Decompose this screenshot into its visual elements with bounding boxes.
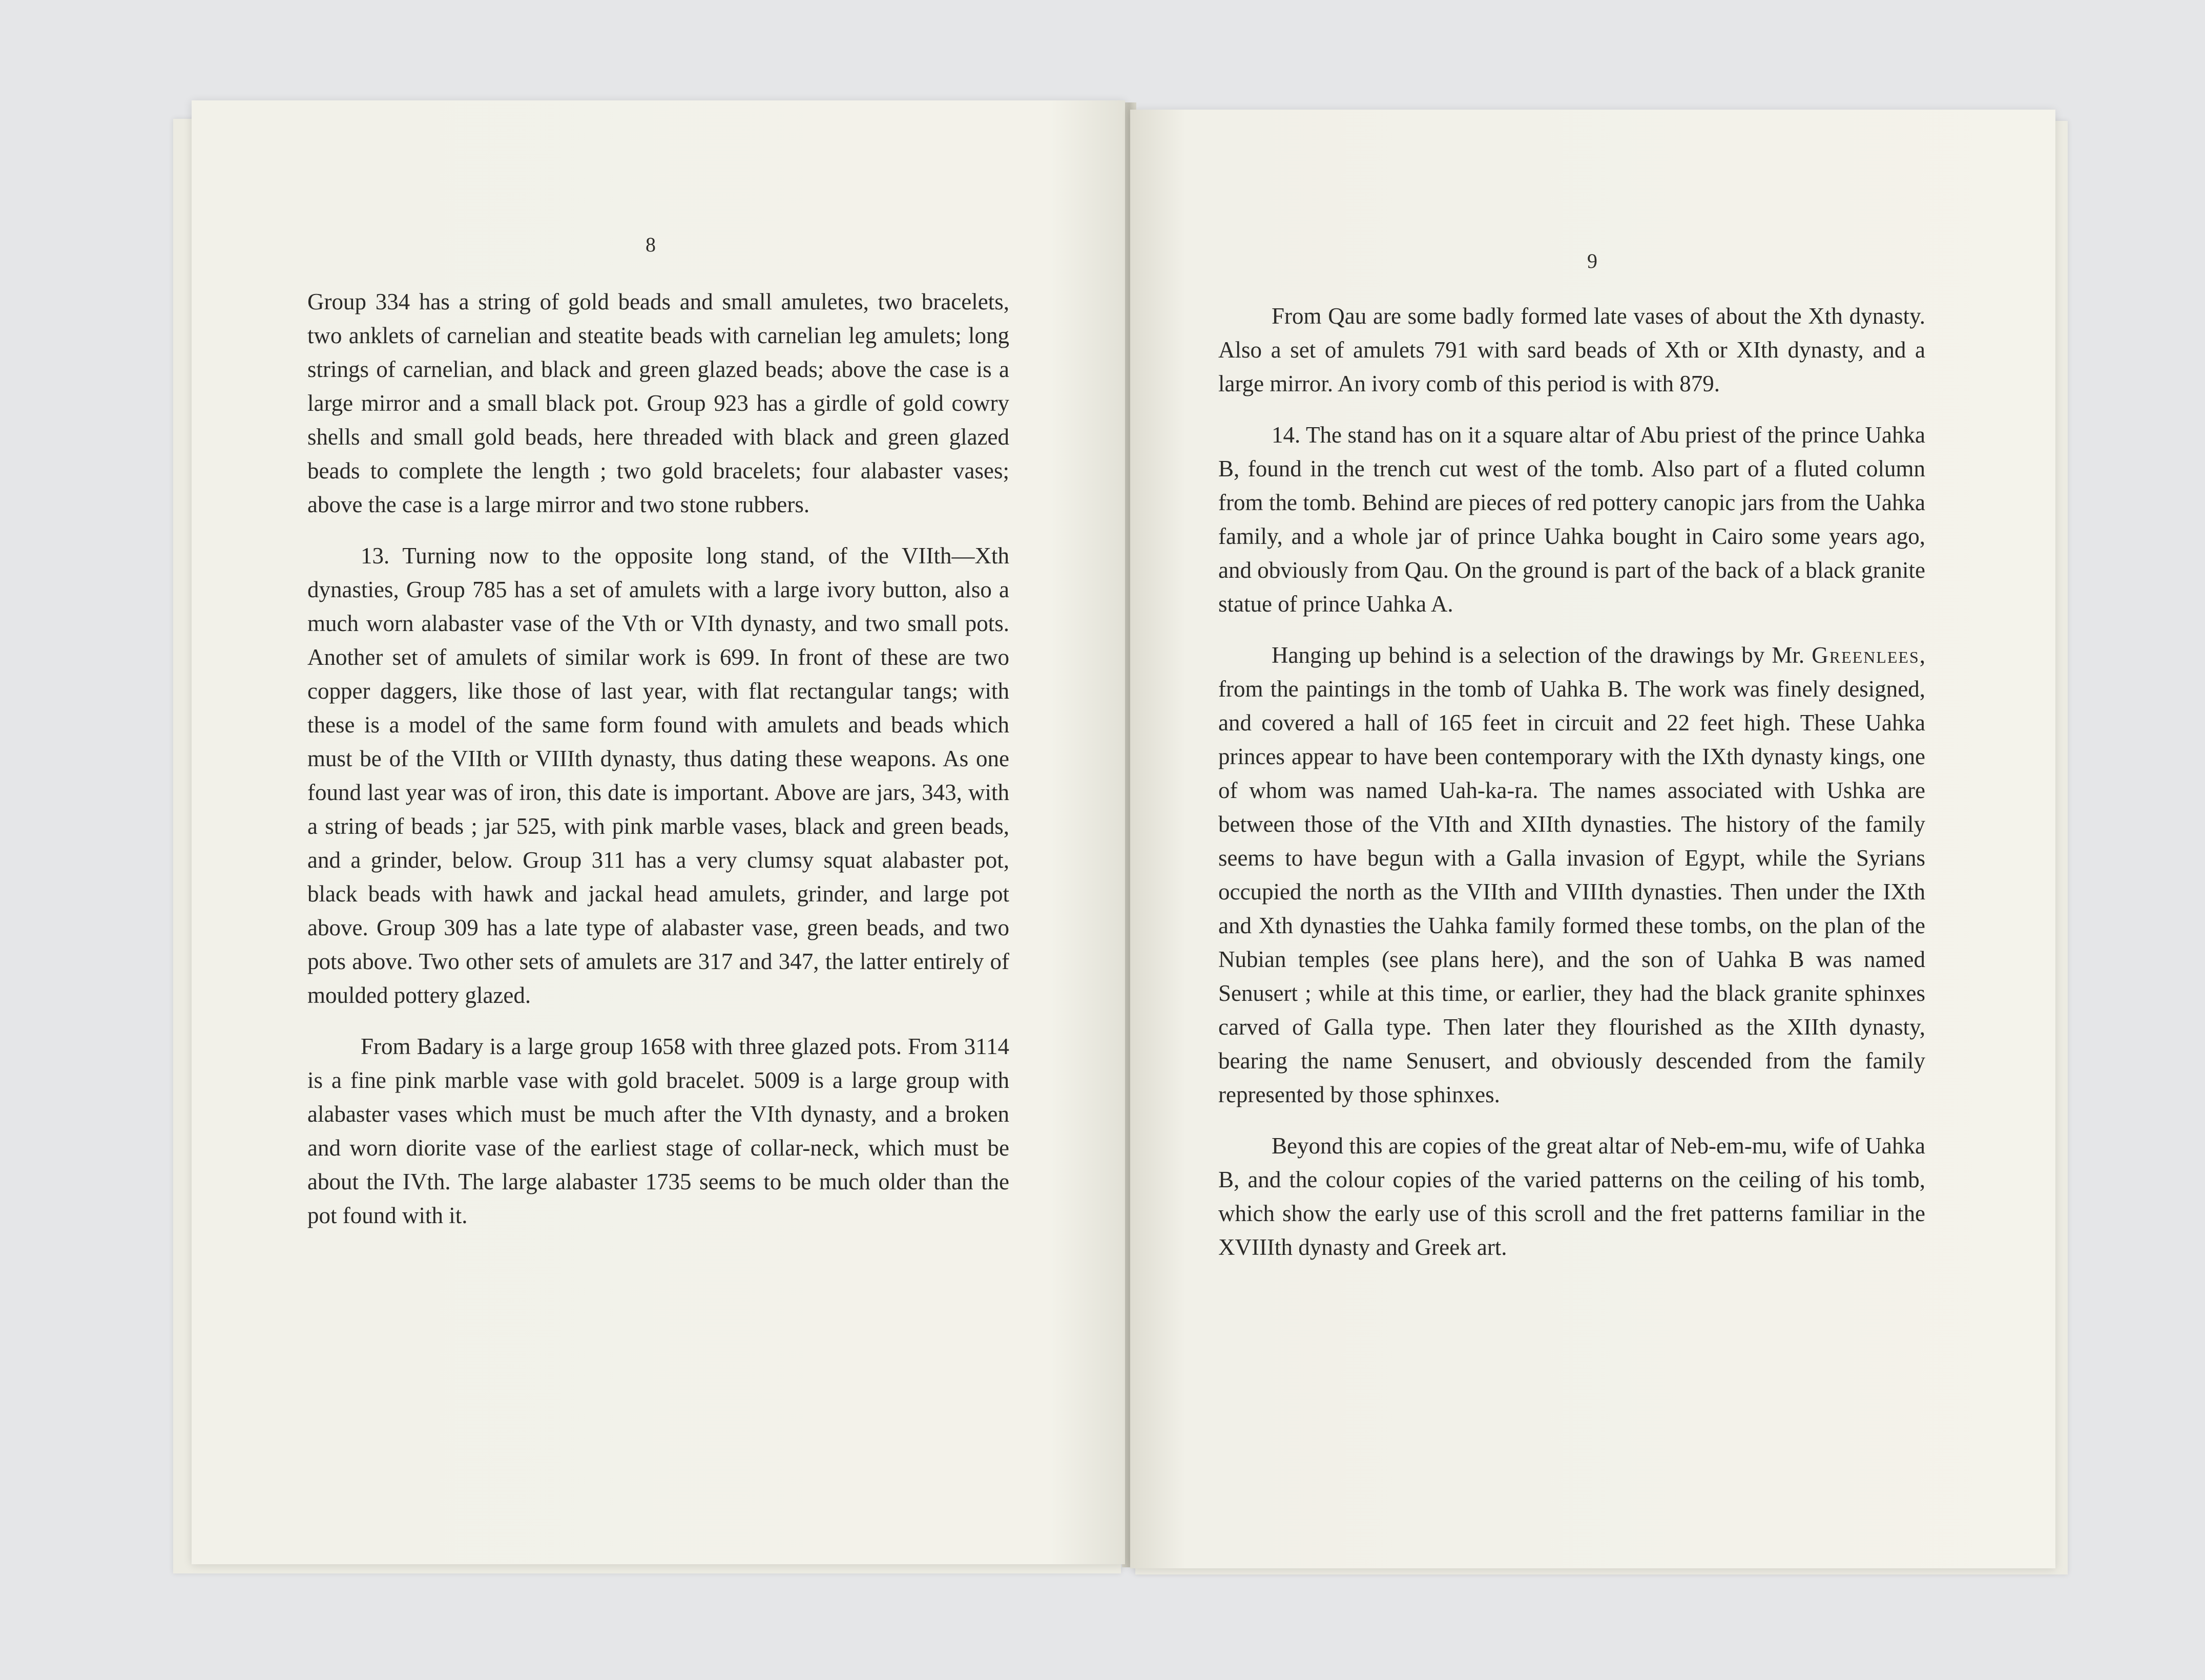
paragraph-section-13: 13. Turning now to the opposite long stand, of the VIIth—Xth dynasties, Group 785 has a set of amulets with a large ivory button, also a much worn alabaster vase of the Vth or VIth dynasty, and two small pots. Another set of amulets of similar work is 699. In front of these are two copper daggers, like those of last year, with flat rectangular tangs; with these is a model of the same form found with amulets and beads which must be of the VIIth or VIIIth dynasty, thus dating these weapons. As one found last year was of iron, this date is important. Above are jars, 343, with a string of beads ; jar 525, with pink marble vases, black and green beads, and a grinder, below. Group 311 has a very clumsy squat alabaster pot, black beads with hawk and jackal head amulets, grinder, and large pot above. Group 309 has a late type of alabaster vase, green beads, and two pots above. Two other sets of amulets are 317 and 347, the latter entirely of moulded pottery glazed. bbox=[307, 543, 1009, 1008]
right-page bbox=[1130, 110, 2055, 1568]
paragraph-drawings bbox=[1218, 638, 1925, 1111]
paragraph-altar: Beyond this are copies of the great altar of Neb-em-mu, wife of Uahka B, and the colour copies of the varied patterns on the ceiling of his tomb, which show the early use of this scroll and the fret patterns familiar in the XVIIIth dynasty and Greek art. bbox=[1218, 1133, 1925, 1260]
paragraph-badary: From Badary is a large group 1658 with three glazed pots. From 3114 is a fine pink marble vase with gold bracelet. 5009 is a large group with alabaster vases which must be much after the VIth dynasty, and a broken and worn diorite vase of the earliest stage of collar-neck, which must be about the IVth. The large alabaster 1735 seems to be much older than the pot found with it. bbox=[307, 1034, 1009, 1228]
paragraph-section-14: 14. The stand has on it a square altar of Abu priest of the prince Uahka B, found in the trench cut west of the tomb. Also part of a fluted column from the tomb. Behind are pieces of red pottery canopic jars from the Uahka family, and a whole jar of prince Uahka bought in Cairo some years ago, and obviously from Qau. On the ground is part of the back of a black granite statue of prince Uahka A. bbox=[1218, 422, 1925, 617]
paragraph-qau: From Qau are some badly formed late vases of about the Xth dynasty. Also a set of amulets 791 with sard beads of Xth or XIth dynasty, and a large mirror. An ivory comb of this period is with 879. bbox=[1218, 303, 1925, 396]
left-page-text bbox=[307, 285, 1009, 1250]
right-page-text bbox=[1218, 299, 1925, 1282]
paragraph-drawings-start: Hanging up behind is a selection of the drawings by Mr. bbox=[1272, 642, 1805, 668]
name-greenlees: Greenlees bbox=[1812, 642, 1920, 668]
page-number-left: 8 bbox=[646, 233, 656, 256]
left-page bbox=[192, 100, 1125, 1564]
paragraph-group-334: Group 334 has a string of gold beads and small amuletes, two bracelets, two anklets of carnelian and steatite beads with carnelian leg amulets; long strings of carnelian, and black and green glazed beads; above the case is a large mirror and a small black pot. Group 923 has a girdle of gold cowry shells and small gold beads, here threaded with black and green glazed beads to complete the length ; two gold bracelets; four alabaster vases; above the case is a large mirror and two stone rubbers. bbox=[307, 289, 1009, 517]
page-number-right: 9 bbox=[1587, 249, 1597, 272]
paragraph-drawings-rest: , from the paintings in the tomb of Uahka B. The work was finely designed, and covered a hall of 165 feet in circuit and 22 feet high. These Uahka princes appear to have been contemporary with the IXth dynasty kings, one of whom was named Uah-ka-ra. The names associated with Ushka are between those of the VIth and XIIth dynasties. The history of the family seems to have begun with a Galla invasion of Egypt, while the Syrians occupied the north as the VIIth and VIIIth dynasties. Then under the IXth and Xth dynasties the Uahka family formed these tombs, on the plan of the Nubian temples (see plans here), and the son of Uahka B was named Senusert ; while at this time, or earlier, they had the black granite sphinxes carved of Galla type. Then later they flourished as the XIIth dynasty, bearing the name Senusert, and obviously descended from the family represented by those sphinxes. bbox=[1218, 642, 1925, 1107]
